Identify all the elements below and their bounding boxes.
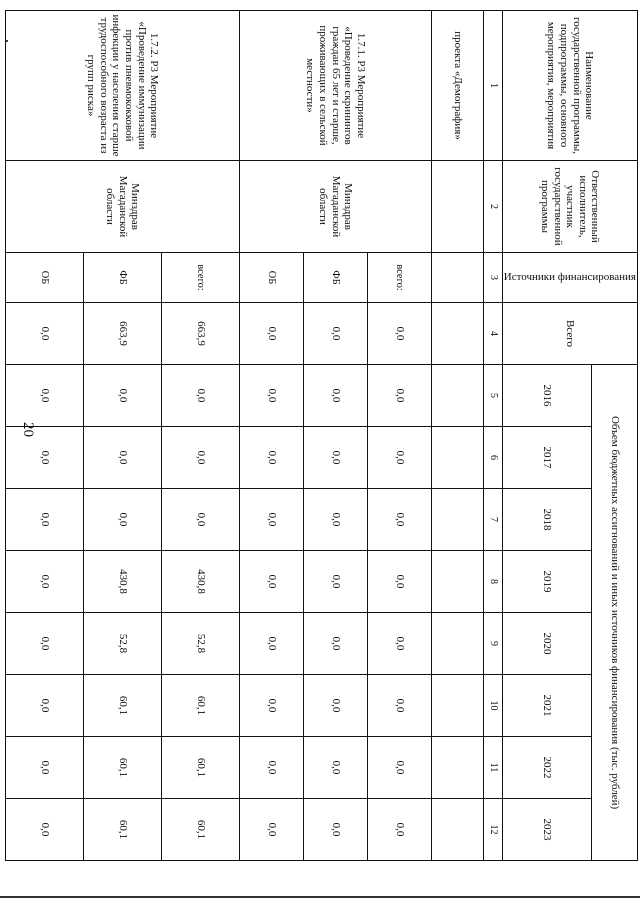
row-source: ФБ bbox=[83, 253, 161, 303]
row-total bbox=[431, 303, 483, 365]
year-value: 60,1 bbox=[83, 799, 161, 861]
header-source-label: Источники финансирования bbox=[503, 271, 636, 284]
year-value: 0,0 bbox=[303, 675, 367, 737]
year-value: 0,0 bbox=[5, 427, 83, 489]
row-executor: Минздрав Магаданской области bbox=[239, 161, 431, 253]
year-value: 0,0 bbox=[367, 675, 431, 737]
table-row bbox=[367, 11, 431, 861]
row-source: ОБ bbox=[5, 253, 83, 303]
table-row bbox=[431, 11, 483, 861]
year-value: 60,1 bbox=[161, 675, 239, 737]
year-value: 0,0 bbox=[367, 551, 431, 613]
year-value: 430,8 bbox=[161, 551, 239, 613]
budget-table bbox=[5, 10, 638, 861]
row-executor: Минздрав Магаданской области bbox=[5, 161, 239, 253]
year-value: 0,0 bbox=[5, 737, 83, 799]
page-number: 20 bbox=[20, 422, 36, 437]
year-value: 0,0 bbox=[161, 489, 239, 551]
year-value: 0,0 bbox=[239, 365, 303, 427]
year-value bbox=[431, 427, 483, 489]
scan-edge-line bbox=[0, 896, 640, 898]
year-value: 0,0 bbox=[239, 551, 303, 613]
column-number: 11 bbox=[483, 737, 502, 799]
row-total: 663,9 bbox=[161, 303, 239, 365]
header-year: 2023 bbox=[502, 799, 591, 861]
year-value: 0,0 bbox=[239, 489, 303, 551]
column-number: 6 bbox=[483, 427, 502, 489]
year-value bbox=[431, 799, 483, 861]
year-value: 0,0 bbox=[303, 489, 367, 551]
year-value: 0,0 bbox=[5, 799, 83, 861]
year-value: 0,0 bbox=[5, 613, 83, 675]
year-value: 0,0 bbox=[83, 365, 161, 427]
row-name: 1.7.1. Р3 Мероприятие «Проведение скринингов граждан 65 лет и старше, проживающих в сельской местности» bbox=[239, 11, 431, 161]
year-value: 0,0 bbox=[303, 365, 367, 427]
year-value: 0,0 bbox=[367, 427, 431, 489]
header-year: 2018 bbox=[502, 489, 591, 551]
year-value: 0,0 bbox=[161, 427, 239, 489]
row-source: всего: bbox=[161, 253, 239, 303]
row-name: 1.7.2. Р3 Мероприятие «Проведение иммунизации против пневмококковой инфекции у населения старше трудоспособного возраста из групп риска» bbox=[5, 11, 239, 161]
year-value: 60,1 bbox=[83, 737, 161, 799]
header-total: Всего bbox=[502, 303, 637, 365]
year-value: 52,8 bbox=[83, 613, 161, 675]
year-value bbox=[431, 365, 483, 427]
row-total: 0,0 bbox=[367, 303, 431, 365]
year-value: 0,0 bbox=[303, 799, 367, 861]
year-value: 0,0 bbox=[5, 551, 83, 613]
header-year: 2022 bbox=[502, 737, 591, 799]
year-value: 0,0 bbox=[239, 737, 303, 799]
year-value: 52,8 bbox=[161, 613, 239, 675]
year-value: 0,0 bbox=[239, 613, 303, 675]
column-number: 9 bbox=[483, 613, 502, 675]
year-value: 0,0 bbox=[367, 737, 431, 799]
year-value bbox=[431, 489, 483, 551]
year-value: 0,0 bbox=[5, 489, 83, 551]
year-value: 0,0 bbox=[5, 365, 83, 427]
header-funding-group: Объем бюджетных ассигнований и иных источников финансирования (тыс. рублей) bbox=[592, 365, 638, 861]
header-executor: Ответственный исполнитель, участник государственной программы bbox=[502, 161, 637, 253]
year-value bbox=[431, 613, 483, 675]
column-number: 12 bbox=[483, 799, 502, 861]
year-value: 60,1 bbox=[161, 799, 239, 861]
header-source bbox=[502, 253, 637, 303]
header-year: 2020 bbox=[502, 613, 591, 675]
year-value: 0,0 bbox=[367, 613, 431, 675]
header-name: Наименование государственной программы, подпрограммы, основного мероприятия, мероприятия bbox=[502, 11, 637, 161]
row-name: проекта «Демография» bbox=[431, 11, 483, 161]
column-number: 2 bbox=[483, 161, 502, 253]
rotated-page bbox=[38, 10, 638, 860]
year-value: 430,8 bbox=[83, 551, 161, 613]
row-source: всего: bbox=[367, 253, 431, 303]
year-value bbox=[431, 675, 483, 737]
header-year: 2016 bbox=[502, 365, 591, 427]
row-source: ФБ bbox=[303, 253, 367, 303]
column-number: 1 bbox=[483, 11, 502, 161]
year-value bbox=[431, 737, 483, 799]
year-value: 0,0 bbox=[161, 365, 239, 427]
row-total: 0,0 bbox=[303, 303, 367, 365]
year-value: 0,0 bbox=[367, 365, 431, 427]
table-row bbox=[161, 11, 239, 861]
header-year: 2017 bbox=[502, 427, 591, 489]
row-total: 663,9 bbox=[83, 303, 161, 365]
row-total: 0,0 bbox=[5, 303, 83, 365]
year-value: 0,0 bbox=[239, 799, 303, 861]
row-total: 0,0 bbox=[239, 303, 303, 365]
column-number: 10 bbox=[483, 675, 502, 737]
year-value: 0,0 bbox=[5, 675, 83, 737]
column-number: 5 bbox=[483, 365, 502, 427]
column-number: 8 bbox=[483, 551, 502, 613]
column-number: 3 bbox=[483, 253, 502, 303]
year-value: 0,0 bbox=[303, 613, 367, 675]
header-year: 2021 bbox=[502, 675, 591, 737]
header-year: 2019 bbox=[502, 551, 591, 613]
column-number: 7 bbox=[483, 489, 502, 551]
year-value: 0,0 bbox=[83, 489, 161, 551]
year-value: 0,0 bbox=[367, 489, 431, 551]
row-source bbox=[431, 253, 483, 303]
year-value: 60,1 bbox=[83, 675, 161, 737]
year-value: 0,0 bbox=[303, 551, 367, 613]
year-value: 0,0 bbox=[239, 675, 303, 737]
year-value: 0,0 bbox=[367, 799, 431, 861]
year-value: 60,1 bbox=[161, 737, 239, 799]
column-number: 4 bbox=[483, 303, 502, 365]
year-value: 0,0 bbox=[303, 427, 367, 489]
row-source: ОБ bbox=[239, 253, 303, 303]
row-executor bbox=[431, 161, 483, 253]
year-value: 0,0 bbox=[239, 427, 303, 489]
year-value: 0,0 bbox=[83, 427, 161, 489]
year-value: 0,0 bbox=[303, 737, 367, 799]
year-value bbox=[431, 551, 483, 613]
